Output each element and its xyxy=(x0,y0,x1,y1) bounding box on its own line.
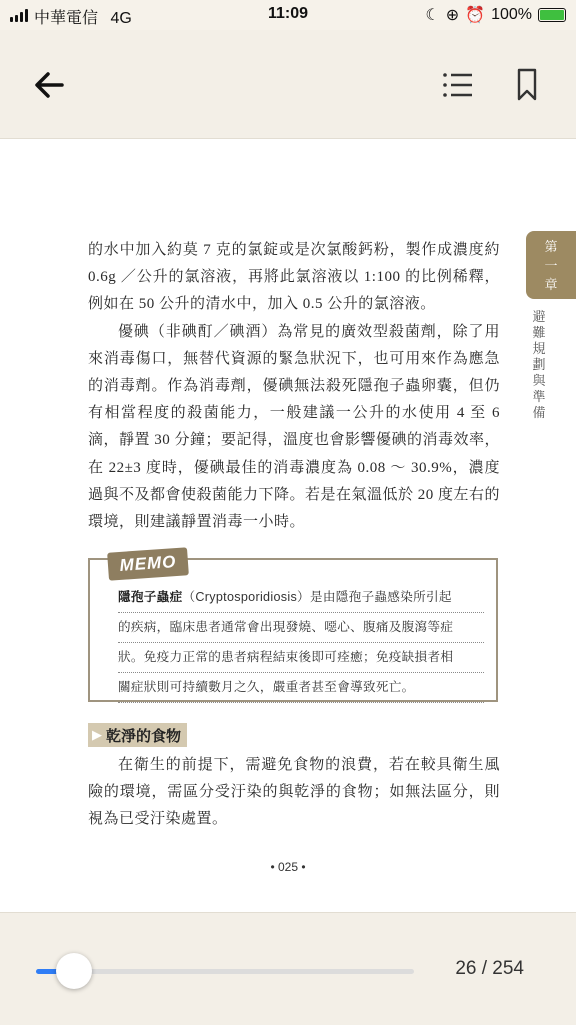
section-body xyxy=(88,752,500,834)
paragraph-food: 在衛生的前提下，需避免食物的浪費，若在較具衛生風險的環境，需區分受汙染的與乾淨的食物；如無法區分，則視為已受汙染處置。 xyxy=(88,757,500,828)
do-not-disturb-icon: ☾ xyxy=(425,7,440,24)
triangle-marker-icon: ▶ xyxy=(92,727,102,742)
reading-progress-bar xyxy=(0,912,576,1025)
battery-percent: 100% xyxy=(491,6,532,23)
network-type: 4G xyxy=(110,10,132,27)
memo-line-1: （Cryptosporidiosis）是由隱孢子蟲感染所引起 xyxy=(182,590,452,604)
section-heading xyxy=(88,723,187,747)
book-page[interactable] xyxy=(0,139,576,912)
memo-text xyxy=(118,583,484,703)
progress-slider-thumb[interactable] xyxy=(56,953,92,989)
table-of-contents-icon xyxy=(440,68,476,102)
memo-line-4: 關症狀則可持續數月之久，嚴重者甚至會導致死亡。 xyxy=(118,673,484,703)
chapter-tab-label: 第一章 xyxy=(544,239,558,292)
page-body xyxy=(88,237,500,536)
page-indicator: 26 / 254 xyxy=(455,958,524,979)
battery-icon xyxy=(538,8,566,22)
memo-line-2: 的疾病，臨床患者通常會出現發燒、噁心、腹痛及腹瀉等症 xyxy=(118,613,484,643)
section-heading-text: 乾淨的食物 xyxy=(106,728,182,745)
alarm-icon: ⏰ xyxy=(465,7,486,24)
chapter-title: 避難規劃與準備 xyxy=(532,309,546,420)
bookmark-icon xyxy=(512,66,542,104)
paragraph-iodine: 優碘（非碘酊／碘酒）為常見的廣效型殺菌劑，除了用來消毒傷口，無替代資源的緊急狀況下，也可用來作為應急的消毒劑。作為消毒劑，優碘無法殺死隱孢子蟲卵囊，但仍有相當程度的殺菌能力，一般建議一公升的水使用 4 至 6 滴，靜置 30 分鐘；要記得，溫度也會影響優碘的消毒效率，在 22±3 度時，優碘最佳的消毒濃度為 0.08 ～ 30.9%，濃度過與不及都會使殺菌能力下降。若是在氣溫低於 20 度左右的環境，則建議靜置消毒一小時。 xyxy=(88,323,501,531)
progress-slider[interactable] xyxy=(36,969,414,974)
paragraph-chlorine: 的水中加入約莫 7 克的氯錠或是次氯酸鈣粉，製作成濃度約 0.6g ／公升的氯溶液，再將此氯溶液以 1:100 的比例稀釋，例如在 50 公升的清水中，加入 0.5 公升的氯溶液。 xyxy=(88,242,500,313)
memo-badge: MEMO xyxy=(107,547,189,581)
reader-toolbar xyxy=(0,30,576,139)
status-time: 11:09 xyxy=(267,5,309,22)
bookmark-button[interactable] xyxy=(512,66,542,104)
memo-line-3: 狀。免疫力正常的患者病程結束後即可痊癒；免疫缺損者相 xyxy=(118,643,484,673)
page-number: • 025 • xyxy=(270,860,306,874)
chapter-tab[interactable] xyxy=(526,231,576,299)
memo-term: 隱孢子蟲症 xyxy=(118,590,183,604)
table-of-contents-button[interactable] xyxy=(440,68,476,102)
status-bar xyxy=(0,0,576,30)
back-arrow-icon xyxy=(30,65,70,105)
orientation-lock-icon: ⊕ xyxy=(445,7,460,24)
carrier-name: 中華電信 xyxy=(34,10,99,27)
back-button[interactable] xyxy=(30,65,70,105)
